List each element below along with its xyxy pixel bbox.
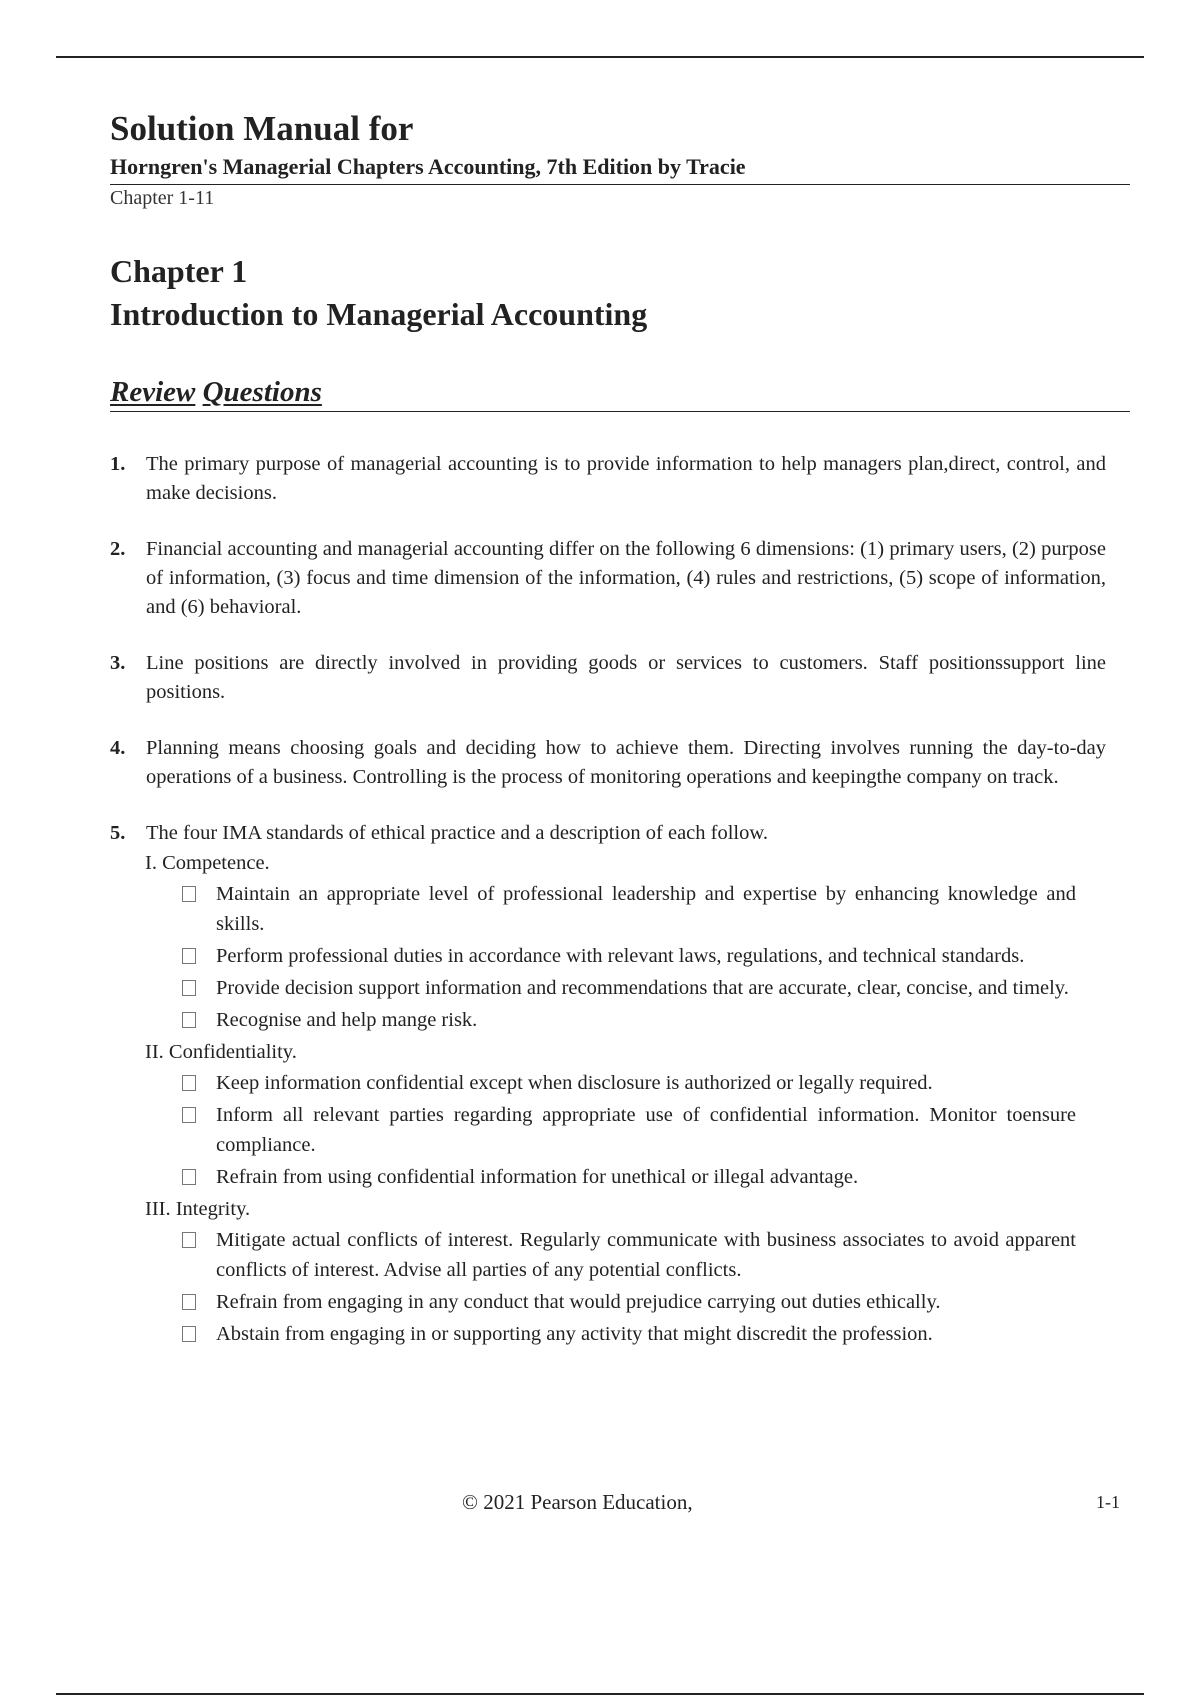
checkbox-bullet-icon xyxy=(182,1169,196,1185)
list-item xyxy=(182,879,1130,939)
copyright-notice: © 2021 Pearson Education, xyxy=(462,1490,693,1514)
question-number: 5. xyxy=(110,822,126,844)
question-item xyxy=(110,450,1130,508)
document-subtitle: Horngren's Managerial Chapters Accounting, 7th Edition by Tracie xyxy=(110,154,746,179)
subtitle-rule xyxy=(110,184,1130,185)
question-item xyxy=(110,819,1130,848)
list-item-text: Recognise and help mange risk. xyxy=(216,1009,478,1031)
list-item-text: Inform all relevant parties regarding appropriate use of confidential information. Monitor toensure compliance. xyxy=(216,1104,1076,1156)
question-text: Financial accounting and managerial accounting differ on the following 6 dimensions: (1) primary users, (2) purpose of information, (3) focus and time dimension of the information, (4) rules and restrictions, (5) scope of information, and (6) behavioral. xyxy=(146,538,1106,618)
question-number: 3. xyxy=(110,652,126,674)
checkbox-bullet-icon xyxy=(182,1326,196,1342)
integrity-list xyxy=(182,1225,1130,1349)
chapter-range: Chapter 1-11 xyxy=(110,187,215,209)
list-item xyxy=(182,1287,1130,1317)
checkbox-bullet-icon xyxy=(182,1012,196,1028)
list-item-text: Refrain from engaging in any conduct that would prejudice carrying out duties ethically. xyxy=(216,1291,941,1313)
document-page xyxy=(110,108,1130,1351)
question-number: 4. xyxy=(110,737,126,759)
chapter-number: Chapter 1 xyxy=(110,253,248,289)
standard-heading-integrity: III. Integrity. xyxy=(145,1198,251,1220)
question-item xyxy=(110,649,1130,707)
standard-heading-confidentiality: II. Confidentiality. xyxy=(145,1041,297,1063)
checkbox-bullet-icon xyxy=(182,1294,196,1310)
list-item xyxy=(182,1068,1130,1098)
list-item-text: Refrain from using confidential information for unethical or illegal advantage. xyxy=(216,1166,859,1188)
top-rule xyxy=(56,56,1144,58)
checkbox-bullet-icon xyxy=(182,1232,196,1248)
question-item xyxy=(110,734,1130,792)
page-number: 1-1 xyxy=(1096,1492,1120,1512)
chapter-heading xyxy=(110,250,1130,336)
question-number: 1. xyxy=(110,453,126,475)
list-item xyxy=(182,1100,1130,1160)
list-item-text: Abstain from engaging in or supporting any activity that might discredit the profession. xyxy=(216,1323,933,1345)
checkbox-bullet-icon xyxy=(182,886,196,902)
list-item-text: Keep information confidential except when disclosure is authorized or legally required. xyxy=(216,1072,933,1094)
section-word-review: Review xyxy=(110,376,196,408)
list-item xyxy=(182,1005,1130,1035)
question-text: Planning means choosing goals and deciding how to achieve them. Directing involves running the day-to-day operations of a business. Controlling is the process of monitoring operations and keepingthe company on track. xyxy=(146,737,1106,788)
competence-list xyxy=(182,879,1130,1035)
question-text: The four IMA standards of ethical practice and a description of each follow. xyxy=(146,822,768,844)
question-text: The primary purpose of managerial accounting is to provide information to help managers plan,direct, control, and make decisions. xyxy=(146,453,1106,504)
review-questions xyxy=(110,450,1130,1349)
list-item-text: Provide decision support information and recommendations that are accurate, clear, concise, and timely. xyxy=(216,977,1069,999)
list-item xyxy=(182,1225,1130,1285)
list-item-text: Maintain an appropriate level of professional leadership and expertise by enhancing knowledge and skills. xyxy=(216,883,1076,935)
checkbox-bullet-icon xyxy=(182,948,196,964)
section-heading xyxy=(110,376,1130,412)
list-item xyxy=(182,973,1130,1003)
standard-heading-competence: I. Competence. xyxy=(145,852,270,874)
question-number: 2. xyxy=(110,538,126,560)
chapter-title: Introduction to Managerial Accounting xyxy=(110,296,648,332)
list-item-text: Perform professional duties in accordance with relevant laws, regulations, and technical standards. xyxy=(216,945,1025,967)
checkbox-bullet-icon xyxy=(182,1075,196,1091)
checkbox-bullet-icon xyxy=(182,980,196,996)
checkbox-bullet-icon xyxy=(182,1107,196,1123)
list-item xyxy=(182,1319,1130,1349)
confidentiality-list xyxy=(182,1068,1130,1192)
list-item xyxy=(182,941,1130,971)
section-word-questions: Questions xyxy=(202,376,322,408)
question-item xyxy=(110,535,1130,622)
list-item xyxy=(182,1162,1130,1192)
document-title: Solution Manual for xyxy=(110,109,414,148)
list-item-text: Mitigate actual conflicts of interest. Regularly communicate with business associates to avoid apparent conflicts of interest. Advise all parties of any potential conflicts. xyxy=(216,1229,1076,1281)
page-footer xyxy=(0,1490,1200,1520)
question-text: Line positions are directly involved in providing goods or services to customers. Staff positionssupport line positions. xyxy=(146,652,1106,703)
bottom-rule xyxy=(56,1693,1144,1695)
